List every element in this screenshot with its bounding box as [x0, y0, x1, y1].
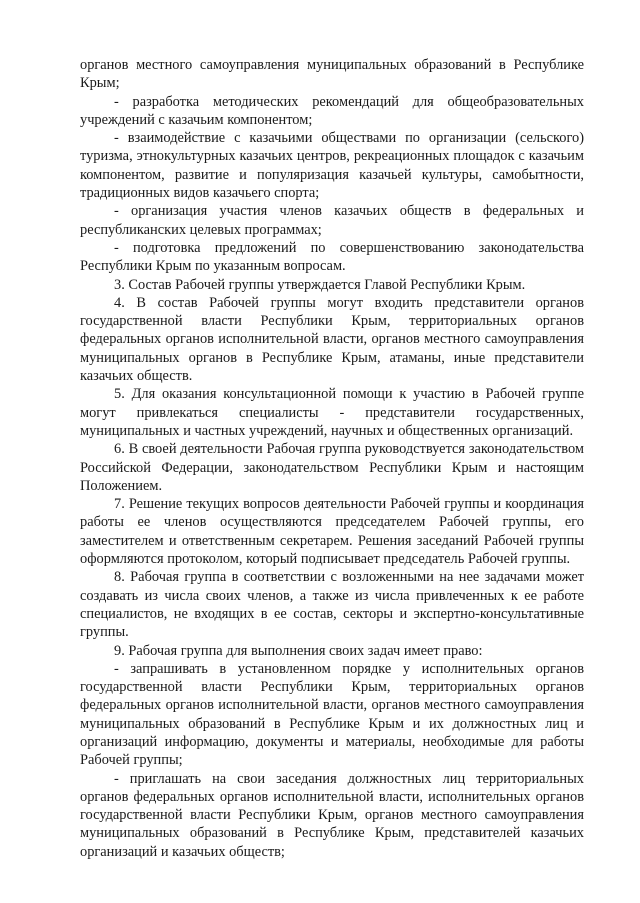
list-item-request-information: - запрашивать в установленном порядке у исполнительных органов государственной власти Республики Крым, территориальных органов федеральных органов исполнительной власти, органов местного самоуправления муниципальных образований в Республике Крым и их должностных лиц и организаций информацию, документы и материалы, необходимые для работы Рабочей группы; — [80, 660, 584, 769]
list-item-methodical-recommendations: - разработка методических рекомендаций для общеобразовательных учреждений с казачьим компонентом; — [80, 93, 584, 128]
clause-6: 6. В своей деятельности Рабочая группа руководствуется законодательством Российской Федерации, законодательством Республики Крым и настоящим Положением. — [80, 441, 584, 494]
list-item-target-programs: - организация участия членов казачьих обществ в федеральных и республиканских целевых программах; — [80, 203, 584, 238]
clause-9: 9. Рабочая группа для выполнения своих задач имеет право: — [114, 642, 483, 659]
clause-5: 5. Для оказания консультационной помощи к участию в Рабочей группе могут привлекаться специалисты - представители государственных, муниципальных и частных учреждений, научных и общественных организаций. — [80, 386, 584, 439]
clause-8: 8. Рабочая группа в соответствии с возложенными на нее задачами может создавать из числа своих членов, а также из числа привлеченных к ее работе специалистов, не входящих в ее состав, секторы и экспертно-консультативные группы. — [80, 569, 584, 641]
list-item-legislation-proposals: - подготовка предложений по совершенствованию законодательства Республики Крым по указанным вопросам. — [80, 239, 584, 275]
list-item-invite-officials: - приглашать на свои заседания должностных лиц территориальных органов федеральных органов исполнительной власти, исполнительных органов государственной власти Республики Крым, органов местного самоуправления муниципальных образований в Республике Крым, представителей казачьих организаций и казачьих обществ; — [80, 770, 584, 860]
clause-4: 4. В состав Рабочей группы могут входить представители органов государственной власти Республики Крым, территориальных органов федеральных органов исполнительной власти, органов местного самоуправления муниципальных органов в Республике Крым, атаманы, иные представители казачьих обществ. — [80, 294, 584, 385]
list-item-cossack-cooperation: - взаимодействие с казачьими обществами по организации (сельского) туризма, этнокультурных казачьих центров, рекреационных площадок с казачьим компонентом, развитие и популяризация казачьей культуры, самобытности, традиционных видов казачьего спорта; — [80, 130, 584, 202]
clause-3: 3. Состав Рабочей группы утверждается Главой Республики Крым. — [114, 276, 526, 293]
document-page — [80, 56, 584, 861]
clause-7: 7. Решение текущих вопросов деятельности Рабочей группы и координация работы ее членов осуществляются председателем Рабочей группы, его заместителем и ответственным секретарем. Решения заседаний Рабочей группы оформляются протоколом, который подписывает председатель Рабочей группы. — [80, 496, 584, 568]
paragraph-continuation: органов местного самоуправления муниципальных образований в Республике Крым; — [80, 57, 584, 92]
